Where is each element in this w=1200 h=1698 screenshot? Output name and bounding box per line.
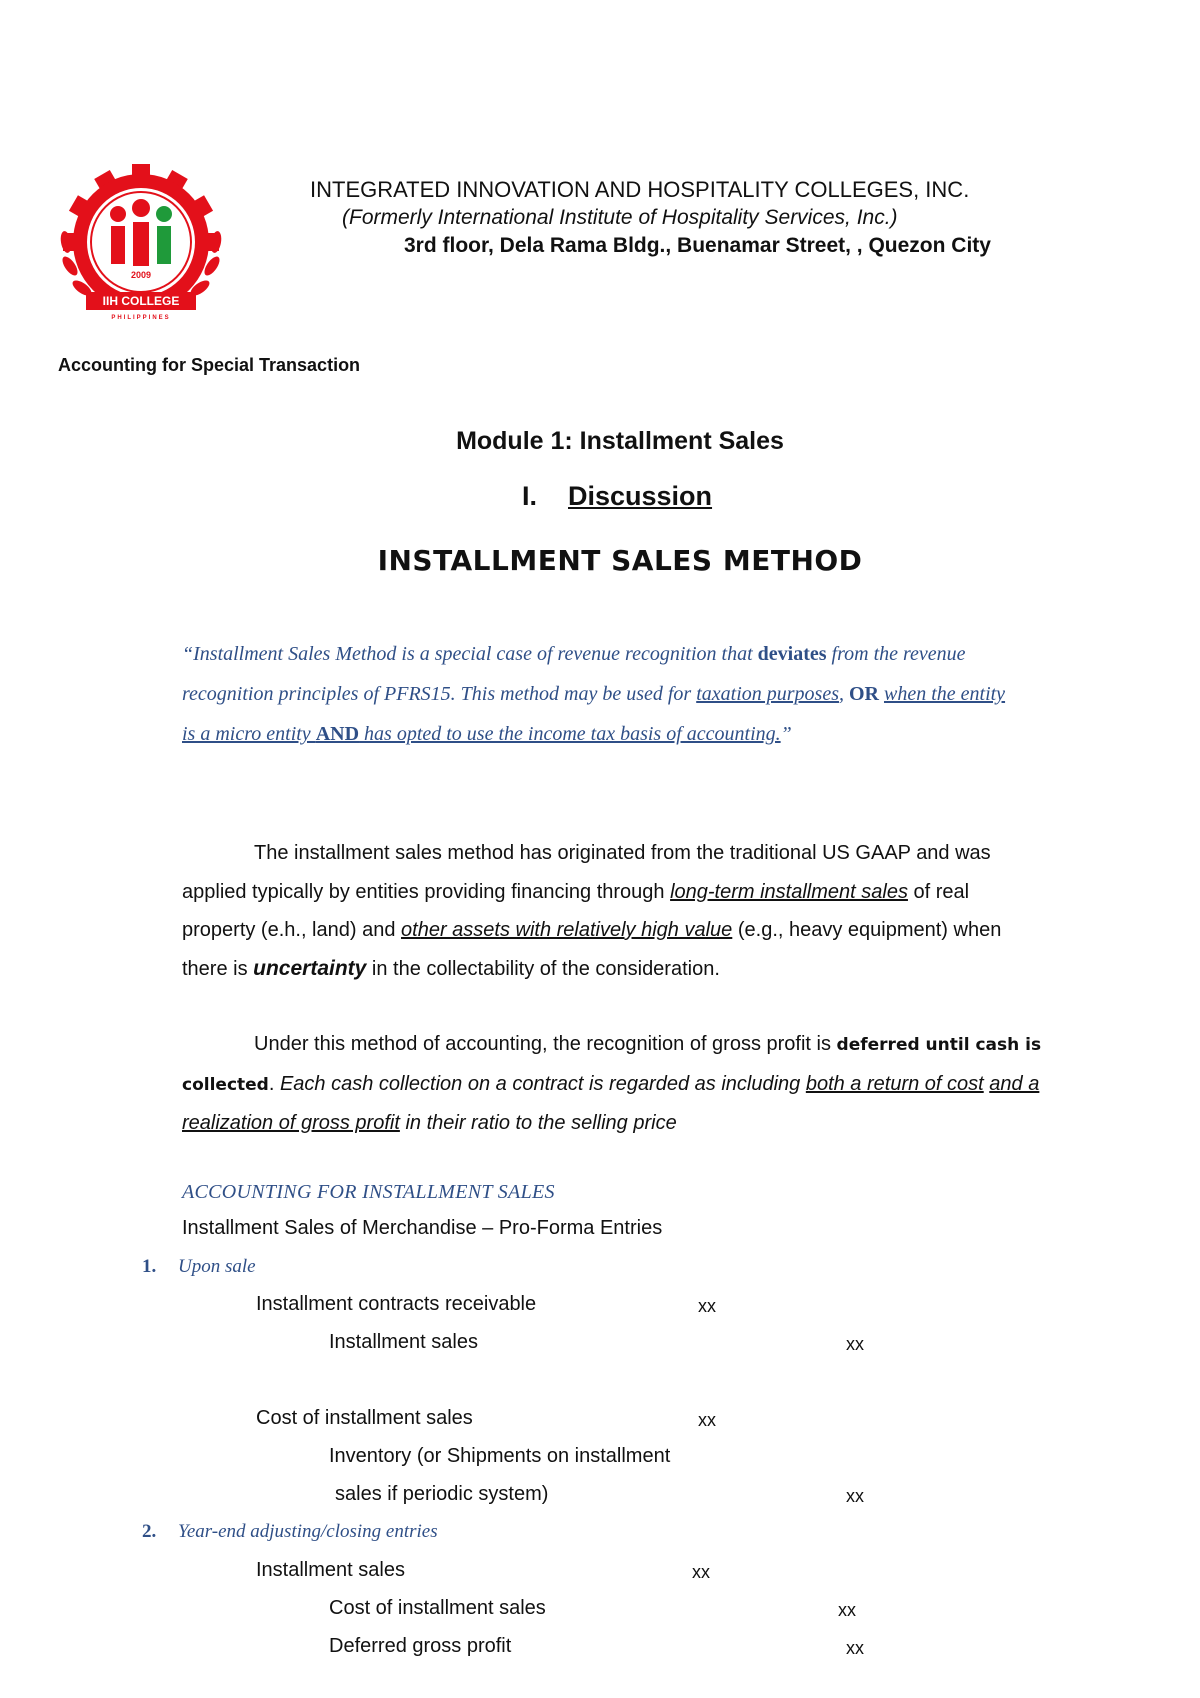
former-name: (Formerly International Institute of Hospitality Services, Inc.) [342,206,898,229]
college-seal-icon [52,164,228,326]
course-title: Accounting for Special Transaction [58,355,361,375]
proforma-title: Installment Sales of Merchandise – Pro-Forma Entries [182,1217,663,1239]
definition-quote: “Installment Sales Method is a special case of revenue recognition that deviates from the revenue recognition principles of PFRS15. This method may be used for taxation purposes, OR when the entity is a micro entity AND has opted to use the income tax basis of accounting.” [182,643,1006,745]
entry-credit-amount: xx [846,1486,864,1506]
entry-debit-account: Installment sales [256,1559,405,1581]
entry-credit-amount: xx [846,1334,864,1354]
college-logo [52,164,228,326]
step-number: 2. [142,1521,157,1542]
entry-debit-amount: xx [692,1562,710,1582]
logo-year: 2009 [130,270,152,280]
step-label: Upon sale [178,1256,256,1277]
entry-credit-amount: xx [846,1638,864,1658]
paragraph-origin: The installment sales method has originated from the traditional US GAAP and was applied typically by entities providing financing through long-term installment sales of real property (e.h., land) and other assets with relatively high value (e.g., heavy equipment) when there is uncertainty in the collectability of the consideration. [182,842,1002,980]
entry-credit-amount: xx [838,1600,856,1620]
entry-credit-account: Installment sales [329,1331,478,1353]
logo-banner: IIH COLLEGE [102,294,180,308]
address: 3rd floor, Dela Rama Bldg., Buenamar Street, , Quezon City [404,234,991,257]
entry-debit-amount: xx [698,1296,716,1316]
section-title: Discussion [568,481,713,511]
entry-debit-account: Cost of installment sales [256,1407,473,1429]
entry-credit-account: Inventory (or Shipments on installment [329,1445,671,1467]
paragraph-recognition: Under this method of accounting, the recognition of gross profit is deferred until cash is collected. Each cash collection on a contract is regarded as including both a return of cost and a realization of gross profit in their ratio to the selling price [182,1033,1042,1134]
module-title: Module 1: Installment Sales [456,427,784,455]
entry-credit-account: Cost of installment sales [329,1597,546,1619]
logo-country: PHILIPPINES [111,315,171,321]
step-label: Year-end adjusting/closing entries [178,1521,438,1542]
institution-name: INTEGRATED INNOVATION AND HOSPITALITY COLLEGES, INC. [310,177,970,202]
section-number: I. [522,481,538,511]
entry-debit-account: Installment contracts receivable [256,1293,537,1315]
step-number: 1. [142,1256,157,1277]
accounting-heading: ACCOUNTING FOR INSTALLMENT SALES [182,1181,555,1203]
entry-credit-account: Deferred gross profit [329,1635,512,1657]
entry-debit-amount: xx [698,1410,716,1430]
entry-credit-account-cont: sales if periodic system) [335,1483,549,1505]
method-heading: INSTALLMENT SALES METHOD [377,544,863,577]
